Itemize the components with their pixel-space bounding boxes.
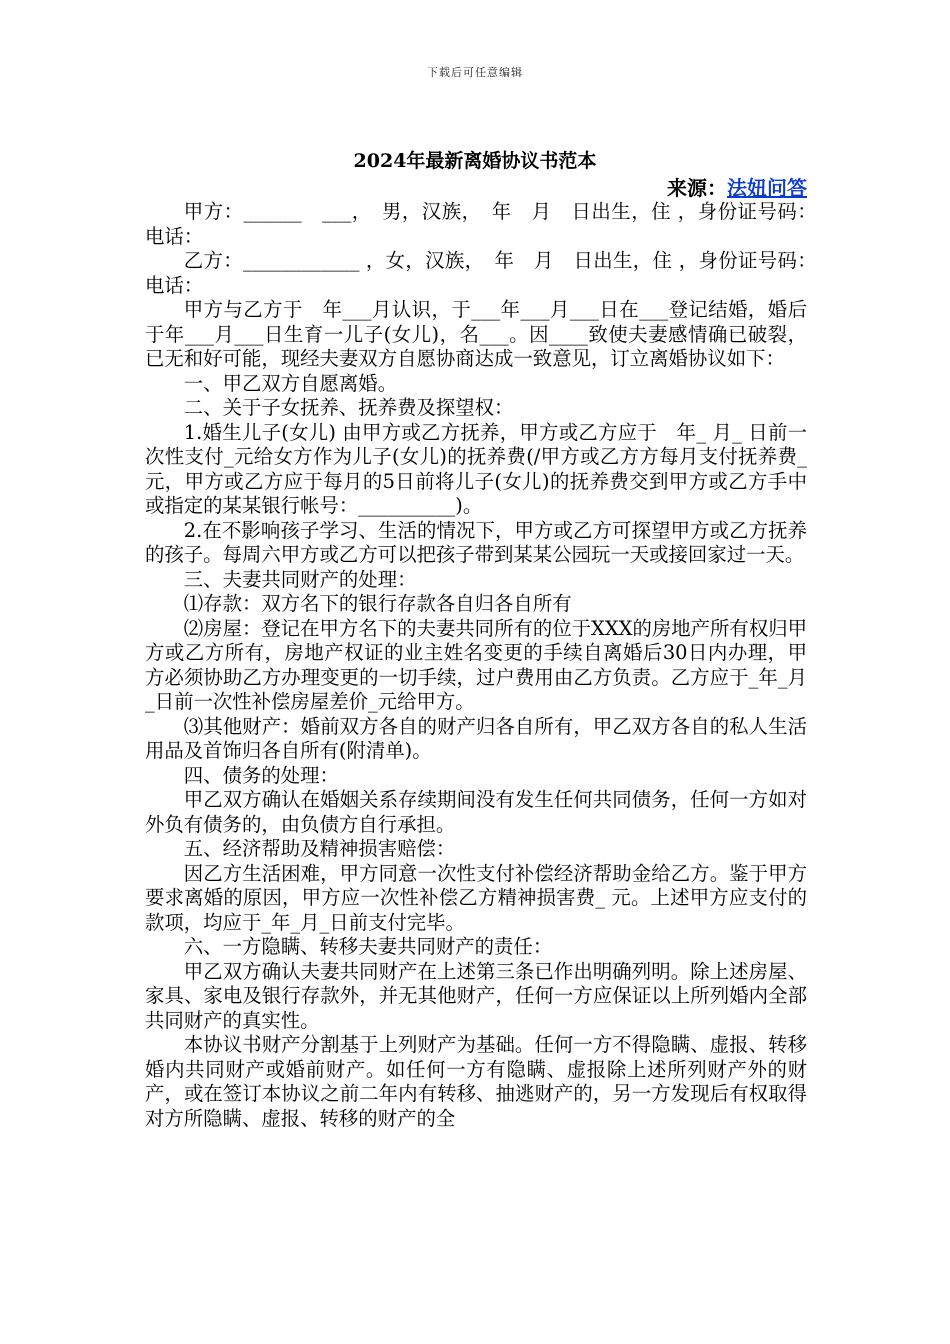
compensation-clause: 因乙方生活困难，甲方同意一次性支付补偿经济帮助金给乙方。鉴于甲方要求离婚的原因，甲方应一次性补偿乙方精神损害费_ 元。上述甲方应支付的款项，均应于_年_月_日前支付完毕。 — [145, 861, 807, 934]
custody-clause-1: 1.婚生儿子(女儿) 由甲方或乙方抚养，甲方或乙方应于 年_ 月_ 日前一次性支付_元给女方作为儿子(女儿)的抚养费(/甲方或乙方方每月支付抚养费_元，甲方或乙方应于每月的5日前将儿子(女儿)的抚养费交到甲方或乙方手中或指定的某某银行帐号：__________)。 — [145, 420, 807, 517]
debt-clause: 甲乙双方确认在婚姻关系存续期间没有发生任何共同债务，任何一方如对外负有债务的，由负债方自行承担。 — [145, 788, 807, 836]
party-a-info: 甲方：______ ___， 男，汉族， 年 月 日出生，住 ，身份证号码： 电话： — [145, 200, 827, 248]
source-link[interactable]: 法妞问答 — [727, 176, 807, 200]
property-clause-deposit: ⑴存款：双方名下的银行存款各自归各自所有 — [183, 592, 572, 615]
division-basis-clause: 本协议书财产分割基于上列财产为基础。任何一方不得隐瞒、虚报、转移婚内共同财产或婚前财产。如任何一方有隐瞒、虚报除上述所列财产外的财产，或在签订本协议之前二年内有转移、抽逃财产的，另一方发现后有权取得对方所隐瞒、虚报、转移的财产的全 — [145, 1033, 807, 1130]
custody-clause-2: 2.在不影响孩子学习、生活的情况下，甲方或乙方可探望甲方或乙方抚养的孩子。每周六甲方或乙方可以把孩子带到某某公园玩一天或接回家过一天。 — [145, 518, 807, 566]
section-heading-3: 三、夫妻共同财产的处理： — [183, 567, 417, 591]
section-heading-2: 二、关于子女抚养、抚养费及探望权： — [183, 396, 514, 419]
party-b-info: 乙方：____________ ，女，汉族， 年 月 日出生，住 ，身份证号码： 电话： — [145, 249, 827, 297]
concealment-clause: 甲乙双方确认夫妻共同财产在上述第三条已作出明确列明。除上述房屋、家具、家电及银行存款外，并无其他财产，任何一方应保证以上所列婚内全部共同财产的真实性。 — [145, 959, 807, 1032]
property-clause-house: ⑵房屋：登记在甲方名下的夫妻共同所有的位于XXX的房地产所有权归甲方或乙方所有，房地产权证的业主姓名变更的手续自离婚后30日内办理，甲方必须协助乙方办理变更的一切手续，过户费用由乙方负责。乙方应于_年_月_日前一次性补偿房屋差价_元给甲方。 — [145, 616, 807, 713]
agreement-body — [145, 200, 827, 1131]
section-heading-1: 一、甲乙双方自愿离婚。 — [183, 371, 398, 395]
section-heading-6: 六、一方隐瞒、转移夫妻共同财产的责任： — [183, 935, 553, 958]
header-note: 下载后可任意编辑 — [427, 66, 523, 79]
source-line — [667, 172, 807, 201]
preamble-paragraph: 甲方与乙方于 年___月认识，于___年___月___日在___登记结婚，婚后于年___月___日生育一儿子(女儿)，名___。因____致使夫妻感情确已破裂，已无和好可能，现经夫妻双方自愿协商达成一致意见，订立离婚协议如下： — [145, 298, 807, 370]
section-heading-4: 四、债务的处理： — [183, 763, 339, 787]
document-title: 2024年最新离婚协议书范本 — [353, 150, 597, 172]
property-clause-other: ⑶其他财产：婚前双方各自的财产归各自所有，甲乙双方各自的私人生活用品及首饰归各自所有(附清单)。 — [145, 714, 807, 762]
section-heading-5: 五、经济帮助及精神损害赔偿： — [183, 837, 456, 860]
source-label: 来源： — [667, 176, 727, 200]
